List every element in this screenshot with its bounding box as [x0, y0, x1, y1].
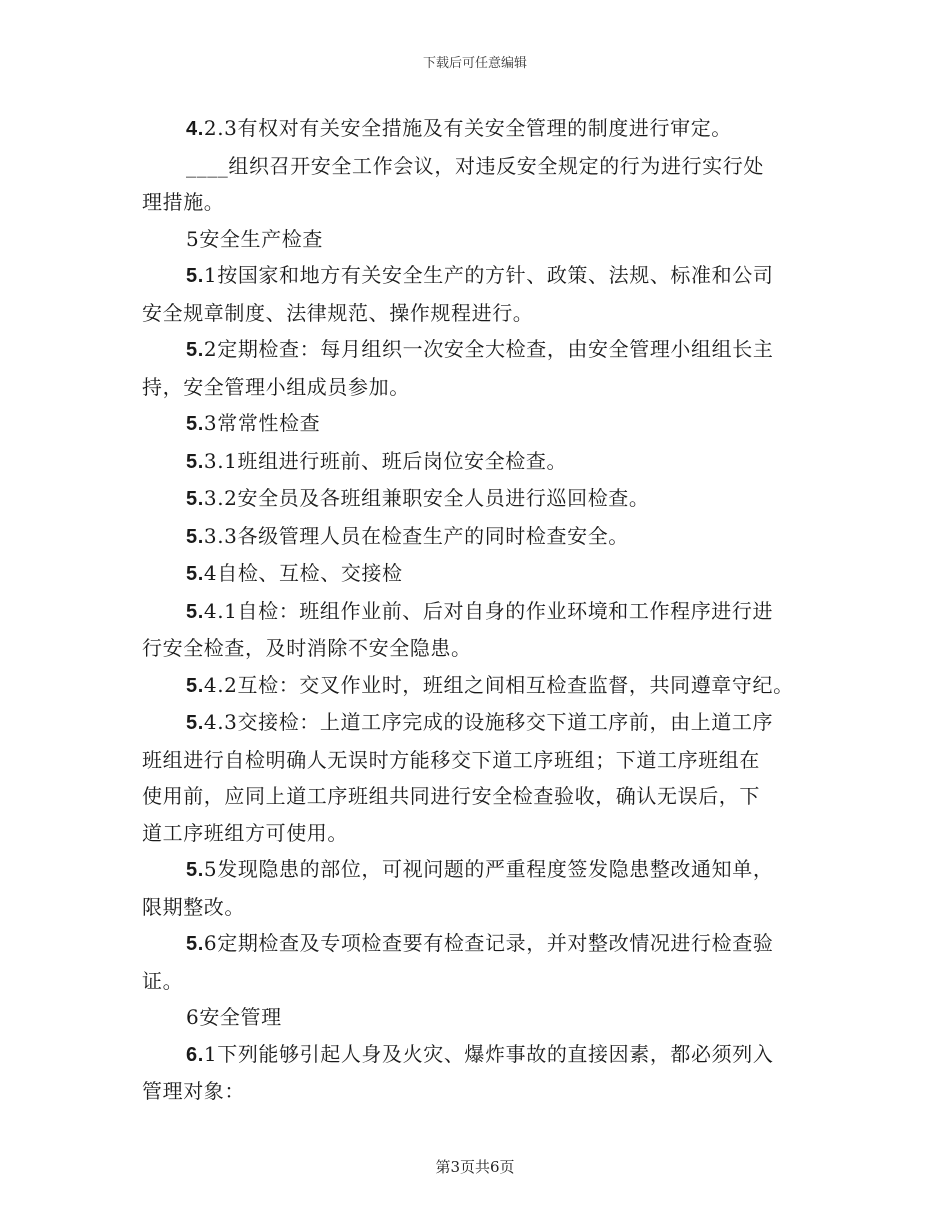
- line-text: 4.1自检：班组作业前、后对自身的作业环境和工作程序进行进: [203, 598, 774, 623]
- line-text: 持，安全管理小组成员参加。: [142, 374, 410, 399]
- paragraph-line: [142, 555, 827, 593]
- line-text: 4.2互检：交叉作业时，班组之间相互检查监督，共同遵章守纪。: [203, 672, 794, 697]
- paragraph-line: [142, 925, 827, 963]
- line-text: 3.1班组进行班前、班后岗位安全检查。: [203, 448, 568, 473]
- paragraph-line: [142, 999, 827, 1036]
- paragraph-line: [142, 331, 827, 369]
- paragraph-line: [142, 405, 827, 443]
- section-number: 5.: [186, 600, 204, 623]
- line-text: 班组进行自检明确人无误时方能移交下道工序班组；下道工序班组在: [142, 747, 760, 772]
- line-text: 1按国家和地方有关安全生产的方针、政策、法规、标准和公司: [203, 263, 774, 287]
- line-text: 4.3交接检：上道工序完成的设施移交下道工序前，由上道工序: [203, 710, 774, 734]
- header-note: 下载后可任意编辑: [422, 56, 527, 71]
- line-text: 3常常性检查: [203, 411, 321, 435]
- paragraph-continuation: [142, 889, 827, 926]
- paragraph-continuation: [142, 1073, 827, 1110]
- section-number: 4.: [186, 118, 204, 140]
- line-text: 3.3各级管理人员在检查生产的同时检查安全。: [203, 523, 629, 548]
- line-text: 6定期检查及专项检查要有检查记录，并对整改情况进行检查验: [203, 931, 774, 955]
- section-number: 5.: [186, 933, 204, 955]
- paragraph-line: [142, 480, 827, 518]
- line-text: 2.3有权对有关安全措施及有关安全管理的制度进行审定。: [203, 116, 732, 140]
- paragraph-continuation: [142, 815, 827, 852]
- paragraph-line: [142, 110, 827, 148]
- document-body: [142, 110, 827, 1110]
- paragraph-continuation: [142, 963, 827, 1000]
- paragraph-continuation: [142, 742, 827, 779]
- page-number: 第3页共6页: [435, 1158, 515, 1176]
- paragraph-continuation: [142, 184, 827, 221]
- line-text: 理措施。: [142, 190, 225, 214]
- section-number: 5.: [186, 563, 204, 585]
- line-text: 限期整改。: [142, 894, 245, 919]
- line-text: 使用前，应同上道工序班组共同进行安全检查验收，确认无误后，下: [142, 784, 760, 808]
- paragraph-line: [142, 257, 827, 295]
- section-number: 5.: [186, 859, 204, 881]
- paragraph-line: [142, 704, 827, 742]
- section-number: 5.: [186, 712, 204, 734]
- section-number: 6.: [186, 1043, 204, 1066]
- paragraph-continuation: [142, 295, 827, 332]
- line-text: 5安全生产检查: [186, 226, 323, 251]
- section-number: 5.: [186, 450, 204, 473]
- line-text: 道工序班组方可使用。: [142, 820, 348, 845]
- section-number: 5.: [186, 674, 204, 697]
- paragraph-continuation: [142, 778, 827, 815]
- paragraph-line: [142, 221, 827, 258]
- paragraph-line: [142, 593, 827, 631]
- paragraph-continuation: [142, 630, 827, 667]
- section-number: 5.: [186, 413, 204, 435]
- paragraph-line: [142, 518, 827, 556]
- line-text: 证。: [142, 968, 184, 993]
- paragraph-line: [142, 148, 827, 185]
- line-text: 6安全管理: [186, 1005, 282, 1029]
- line-text: 安全规章制度、法律规范、操作规程进行。: [142, 300, 534, 325]
- paragraph-line: [142, 667, 827, 705]
- paragraph-line: [142, 851, 827, 889]
- line-text: 行安全检查，及时消除不安全隐患。: [142, 636, 472, 660]
- section-number: 5.: [186, 525, 204, 548]
- paragraph-line: [142, 443, 827, 481]
- section-number: 5.: [186, 339, 204, 361]
- section-number: 5.: [186, 265, 204, 287]
- line-text: 2定期检查：每月组织一次安全大检查，由安全管理小组组长主: [203, 337, 774, 361]
- section-number: 5.: [186, 488, 204, 510]
- paragraph-continuation: [142, 369, 827, 406]
- line-text: 1下列能够引起人身及火灾、爆炸事故的直接因素，都必须列入: [203, 1041, 774, 1066]
- line-text: 3.2安全员及各班组兼职安全人员进行巡回检查。: [203, 486, 650, 510]
- line-text: 5发现隐患的部位，可视问题的严重程度签发隐患整改通知单，: [203, 857, 774, 881]
- line-text: 管理对象：: [142, 1079, 245, 1103]
- line-text: 4自检、互检、交接检: [203, 561, 403, 585]
- paragraph-line: [142, 1036, 827, 1074]
- line-text: ____组织召开安全工作会议，对违反安全规定的行为进行实行处: [186, 153, 764, 178]
